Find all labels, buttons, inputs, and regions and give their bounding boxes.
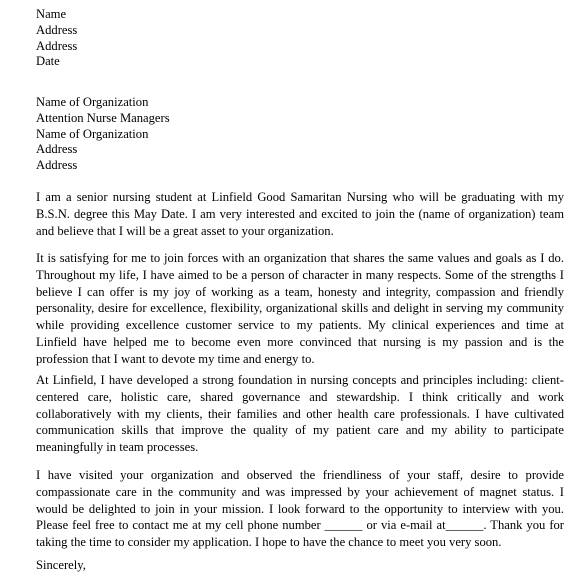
recipient-organization: Name of Organization bbox=[36, 95, 149, 109]
sender-name: Name bbox=[36, 7, 67, 21]
recipient-address-line: Address bbox=[36, 142, 78, 157]
body-paragraph: I am a senior nursing student at Linfield Good Samaritan Nursing who will be graduating with my B.S.N. degree this May Date. I am very interested and excited to join the (name of organization) team and believe that I will be a great asset to your organization. bbox=[36, 190, 564, 238]
recipient-address-line: Address bbox=[36, 158, 78, 173]
body-paragraph: It is satisfying for me to join forces with an organization that shares the same values and goals as I do. Throughout my life, I have aimed to be a person of character in many respects. Some of the strengths I believe I can offer is my joy of working as a team, honesty and integrity, compassion and friendly personality, desire for excellence, flexibility, organizational skills and delight in serving my community while providing excellence customer service to my patients. My clinical experiences and time at Linfield have helped me to become even more convinced that nursing is my passion and is the profession that I want to devote my time and energy to. bbox=[36, 251, 564, 366]
body-paragraph: I have visited your organization and observed the friendliness of your staff, desire to provide compassionate care in the community and was impressed by your achievement of magnet status. I would be delighted to join in your mission. I look forward to the opportunity to interview with you. Please feel free to contact me at my cell phone number ______ or via e-mail at______. Thank you for taking the time to consider my application. I hope to have the chance to meet you very soon. bbox=[36, 468, 564, 550]
closing-salutation: Sincerely, bbox=[36, 558, 86, 572]
sender-address-line: Address bbox=[36, 22, 78, 37]
recipient-address-block bbox=[36, 95, 576, 174]
body-paragraph: At Linfield, I have developed a strong foundation in nursing concepts and principles including: client-centered care, holistic care, shared governance and stewardship. I think critically and work collaboratively with my clients, their families and other health care professionals. I have cultivated communication skills that improve the quality of my patient care and my ability to participate meaningfully in team processes. bbox=[36, 373, 564, 455]
recipient-attention-line: Attention Nurse Managers bbox=[36, 110, 170, 125]
recipient-organization: Name of Organization bbox=[36, 126, 149, 141]
sender-date: Date bbox=[36, 54, 60, 69]
sender-address-line: Address bbox=[36, 38, 78, 53]
sender-address-block bbox=[36, 7, 576, 70]
